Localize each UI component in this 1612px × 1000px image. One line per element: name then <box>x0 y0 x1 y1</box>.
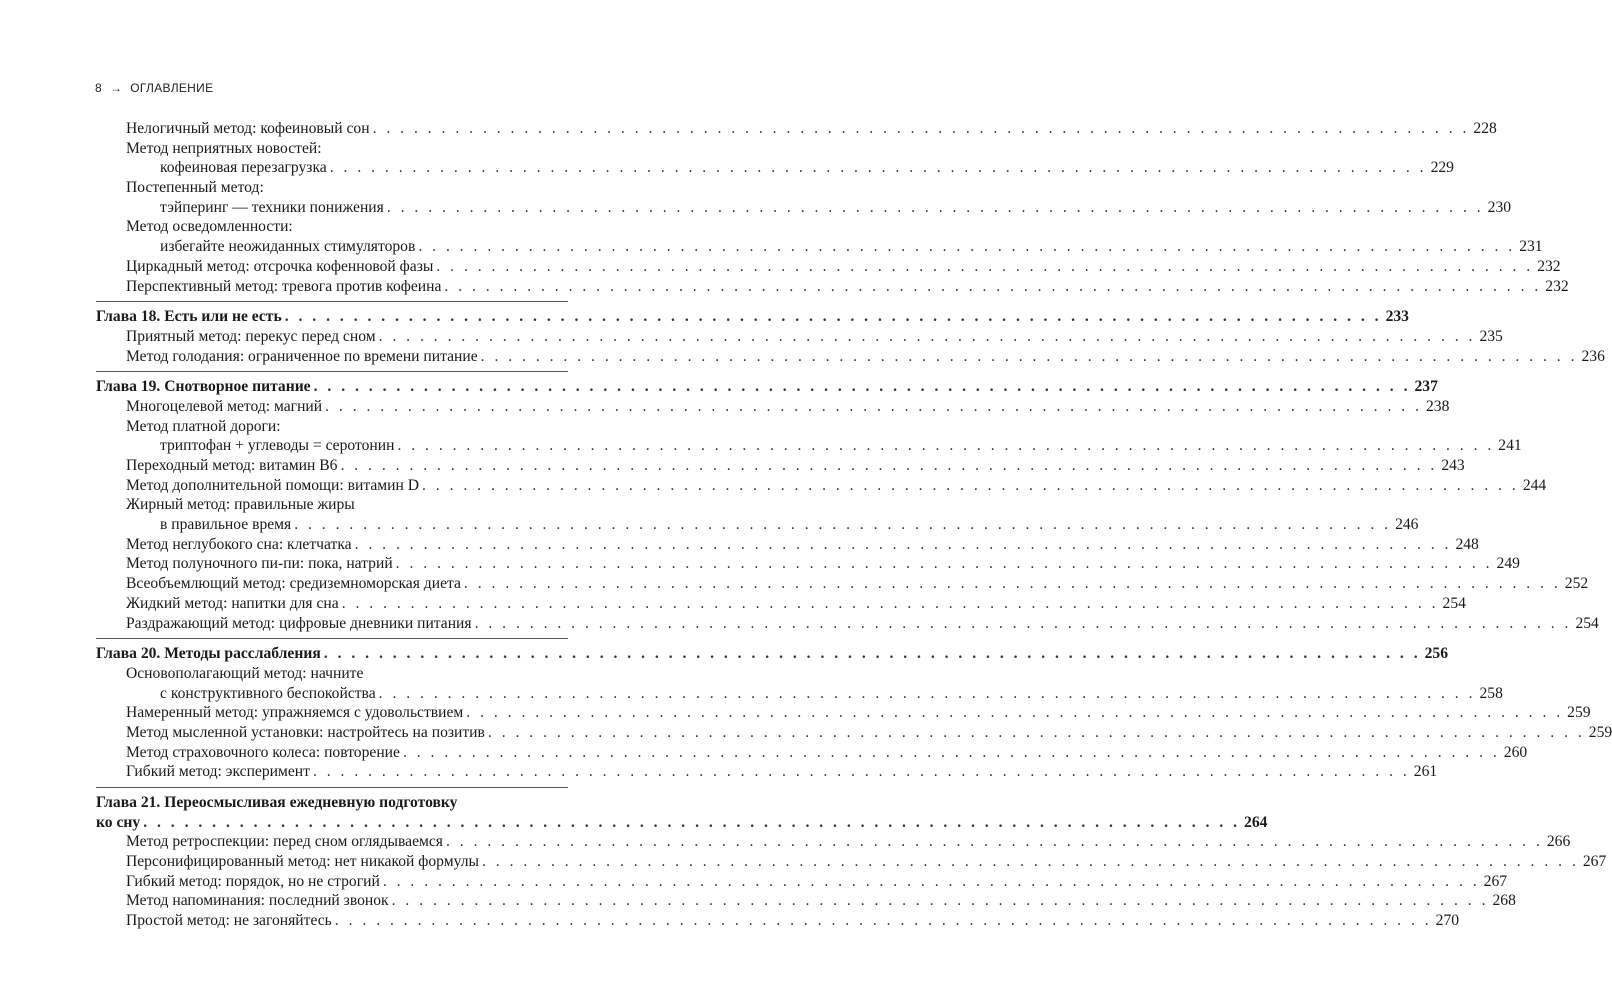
section-divider <box>96 787 568 788</box>
chapter-title: Глава 20. Методы расслабления <box>96 645 321 663</box>
dot-leader: . . . . . . . . . . . . . . . . . . . . . . . . . . . . . . . . . . . . . . . . . . . . . . . . . . . . . . . . . . . . . . . . . . . . . . . . . . . . . . . . <box>143 813 1241 831</box>
entry-title: Нелогичный метод: кофеиновый сон <box>126 120 370 137</box>
toc-entry-line[interactable] <box>96 119 1497 139</box>
page-ref: 232 <box>1545 277 1569 295</box>
page-ref: 231 <box>1519 238 1543 256</box>
section-divider <box>96 301 568 302</box>
toc-entry-line[interactable] <box>96 852 1607 872</box>
dot-leader: . . . . . . . . . . . . . . . . . . . . . . . . . . . . . . . . . . . . . . . . . . . . . . . . . . . . . . . . . . . . . . . . . . . . . . . . . . . . . . . . <box>418 238 1516 256</box>
page-ref: 236 <box>1581 347 1605 365</box>
entry-title: в правильное время <box>160 516 292 534</box>
toc-entry-line[interactable] <box>96 495 568 515</box>
toc-entry-line[interactable] <box>96 911 1460 931</box>
page-ref: 266 <box>1546 833 1571 851</box>
toc-entry-line[interactable] <box>96 217 568 237</box>
page-ref: 230 <box>1487 198 1512 216</box>
entry-title: Метод неприятных новостей: <box>126 139 322 157</box>
dot-leader: . . . . . . . . . . . . . . . . . . . . . . . . . . . . . . . . . . . . . . . . . . . . . . . . . . . . . . . . . . . . . . . . . . . . . . . . . . . . . . . . <box>402 743 1500 761</box>
dot-leader: . . . . . . . . . . . . . . . . . . . . . . . . . . . . . . . . . . . . . . . . . . . . . . . . . . . . . . . . . . . . . . . . . . . . . . . . . . . . . . . . <box>391 892 1489 910</box>
dot-leader: . . . . . . . . . . . . . . . . . . . . . . . . . . . . . . . . . . . . . . . . . . . . . . . . . . . . . . . . . . . . . . . . . . . . . . . . . . . . . . . . <box>474 614 1572 632</box>
dot-leader: . . . . . . . . . . . . . . . . . . . . . . . . . . . . . . . . . . . . . . . . . . . . . . . . . . . . . . . . . . . . . . . . . . . . . . . . . . . . . . . . <box>378 327 1476 345</box>
toc-section <box>96 301 1605 366</box>
dot-leader: . . . . . . . . . . . . . . . . . . . . . . . . . . . . . . . . . . . . . . . . . . . . . . . . . . . . . . . . . . . . . . . . . . . . . . . . . . . . . . . . <box>334 912 1432 930</box>
page-ref: 254 <box>1575 614 1599 632</box>
chapter-title: Глава 18. Есть или не есть <box>96 308 282 326</box>
toc-entry-line[interactable] <box>96 703 1591 723</box>
entry-title: Метод мысленной установки: настройтесь на позитив <box>126 723 485 741</box>
toc-entry-line[interactable] <box>96 139 568 159</box>
page-ref: 256 <box>1424 645 1449 663</box>
dot-leader: . . . . . . . . . . . . . . . . . . . . . . . . . . . . . . . . . . . . . . . . . . . . . . . . . . . . . . . . . . . . . . . . . . . . . . . . . . . . . . . . <box>323 645 1421 663</box>
dot-leader: . . . . . . . . . . . . . . . . . . . . . . . . . . . . . . . . . . . . . . . . . . . . . . . . . . . . . . . . . . . . . . . . . . . . . . . . . . . . . . . . <box>463 575 1561 593</box>
toc-entry-line[interactable] <box>96 158 1454 178</box>
toc-entry-line[interactable] <box>96 237 1543 257</box>
dot-leader: . . . . . . . . . . . . . . . . . . . . . . . . . . . . . . . . . . . . . . . . . . . . . . . . . . . . . . . . . . . . . . . . . . . . . . . . . . . . . . . . <box>312 763 1410 781</box>
page-ref: 233 <box>1385 308 1409 326</box>
dot-leader: . . . . . . . . . . . . . . . . . . . . . . . . . . . . . . . . . . . . . . . . . . . . . . . . . . . . . . . . . . . . . . . . . . . . . . . . . . . . . . . . <box>340 457 1438 474</box>
page-ref: 264 <box>1244 813 1268 831</box>
toc-entry-line[interactable] <box>96 515 1419 535</box>
chapter-title: Глава 21. Переосмысливая ежедневную подготовку <box>96 794 458 811</box>
page-ref: 232 <box>1537 257 1561 275</box>
toc-entry-line[interactable] <box>96 594 1466 614</box>
toc-entry-line[interactable] <box>96 684 1503 704</box>
entry-title: Многоцелевой метод: магний <box>126 397 323 415</box>
page-ref: 260 <box>1503 743 1528 761</box>
page-ref: 229 <box>1430 159 1454 177</box>
page-ref: 237 <box>1414 378 1438 396</box>
entry-title: Жидкий метод: напитки для сна <box>126 594 339 612</box>
page-ref: 244 <box>1522 476 1547 494</box>
toc-entry-line[interactable] <box>96 723 1612 743</box>
entry-title: Метод полуночного пи-пи: пока, натрий <box>126 555 393 573</box>
entry-title: триптофан + углеводы = серотонин <box>160 437 395 455</box>
running-title: ОГЛАВЛЕНИЕ <box>130 81 214 95</box>
entry-title: Метод напоминания: последний звонок <box>126 892 389 910</box>
page-ref: 259 <box>1588 723 1612 741</box>
toc-section <box>96 787 1607 931</box>
page-ref: 268 <box>1492 892 1516 910</box>
dot-leader: . . . . . . . . . . . . . . . . . . . . . . . . . . . . . . . . . . . . . . . . . . . . . . . . . . . . . . . . . . . . . . . . . . . . . . . . . . . . . . . . <box>341 594 1439 612</box>
page-number: 8 <box>95 81 102 95</box>
entry-title: Раздражающий метод: цифровые дневники питания <box>126 614 472 632</box>
entry-title: Намеренный метод: упражняемся с удовольствием <box>126 704 464 722</box>
chapter-title: Глава 19. Снотворное питание <box>96 378 311 396</box>
entry-title: с конструктивного беспокойства <box>160 684 376 702</box>
toc-entry-line[interactable] <box>96 198 1512 218</box>
toc-section <box>96 638 1612 782</box>
entry-title: тэйперинг — техники понижения <box>160 198 384 216</box>
page-ref: 243 <box>1441 457 1465 474</box>
chapter-title: ко сну <box>96 813 141 831</box>
table-of-contents <box>96 119 1612 931</box>
chapter-heading-line[interactable] <box>96 307 1409 327</box>
entry-title: Перспективный метод: тревога против кофеина <box>126 277 442 295</box>
page-ref: 270 <box>1435 912 1460 930</box>
arrow-right-icon: → <box>109 81 123 95</box>
toc-entry-line[interactable] <box>96 614 1599 634</box>
dot-leader: . . . . . . . . . . . . . . . . . . . . . . . . . . . . . . . . . . . . . . . . . . . . . . . . . . . . . . . . . . . . . . . . . . . . . . . . . . . . . . . . <box>325 397 1422 415</box>
page-ref: 246 <box>1395 516 1419 534</box>
toc-entry-line[interactable] <box>96 277 1569 297</box>
entry-title: Метод дополнительной помощи: витамин D <box>126 476 419 494</box>
page-ref: 248 <box>1455 535 1479 553</box>
entry-title: Переходный метод: витамин В6 <box>126 457 338 474</box>
page-ref: 254 <box>1442 594 1466 612</box>
page-ref: 267 <box>1483 872 1508 890</box>
chapter-heading-line[interactable] <box>96 644 1449 664</box>
toc-section <box>96 119 1569 296</box>
toc-entry-line[interactable] <box>96 417 568 437</box>
toc-entry-line[interactable] <box>96 535 1479 555</box>
section-divider <box>96 371 568 372</box>
chapter-heading-line[interactable] <box>96 793 568 813</box>
toc-entry-line[interactable] <box>96 476 1547 496</box>
toc-entry-line[interactable] <box>96 574 1589 594</box>
entry-title: Приятный метод: перекус перед сном <box>126 327 376 345</box>
page-ref: 267 <box>1582 853 1607 871</box>
page-ref: 228 <box>1473 120 1497 137</box>
page-ref: 252 <box>1564 575 1589 593</box>
entry-title: Гибкий метод: порядок, но не строгий <box>126 872 380 890</box>
entry-title: Простой метод: не загоняйтесь <box>126 912 332 930</box>
page-ref: 249 <box>1496 555 1520 573</box>
dot-leader: . . . . . . . . . . . . . . . . . . . . . . . . . . . . . . . . . . . . . . . . . . . . . . . . . . . . . . . . . . . . . . . . . . . . . . . . . . . . . . . . <box>284 308 1382 326</box>
entry-title: Гибкий метод: эксперимент <box>126 763 310 781</box>
toc-entry-line[interactable] <box>96 347 1605 367</box>
dot-leader: . . . . . . . . . . . . . . . . . . . . . . . . . . . . . . . . . . . . . . . . . . . . . . . . . . . . . . . . . . . . . . . . . . . . . . . . . . . . . . . . <box>397 437 1495 455</box>
entry-title: Циркадный метод: отсрочка кофенновой фазы <box>126 257 434 275</box>
dot-leader: . . . . . . . . . . . . . . . . . . . . . . . . . . . . . . . . . . . . . . . . . . . . . . . . . . . . . . . . . . . . . . . . . . . . . . . . . . . . . . . . <box>481 853 1579 871</box>
toc-entry-line[interactable] <box>96 178 568 198</box>
toc-entry-line[interactable] <box>96 554 1520 574</box>
toc-entry-line[interactable] <box>96 872 1508 892</box>
page-ref: 258 <box>1479 684 1503 702</box>
toc-entry-line[interactable] <box>96 762 1438 782</box>
entry-title: избегайте неожиданных стимуляторов <box>160 238 416 256</box>
entry-title: Постепенный метод: <box>126 179 264 197</box>
dot-leader: . . . . . . . . . . . . . . . . . . . . . . . . . . . . . . . . . . . . . . . . . . . . . . . . . . . . . . . . . . . . . . . . . . . . . . . . . . . . . . . . <box>480 347 1578 365</box>
dot-leader: . . . . . . . . . . . . . . . . . . . . . . . . . . . . . . . . . . . . . . . . . . . . . . . . . . . . . . . . . . . . . . . . . . . . . . . . . . . . . . . . <box>395 555 1493 573</box>
dot-leader: . . . . . . . . . . . . . . . . . . . . . . . . . . . . . . . . . . . . . . . . . . . . . . . . . . . . . . . . . . . . . . . . . . . . . . . . . . . . . . . . <box>372 120 1470 137</box>
dot-leader: . . . . . . . . . . . . . . . . . . . . . . . . . . . . . . . . . . . . . . . . . . . . . . . . . . . . . . . . . . . . . . . . . . . . . . . . . . . . . . . . <box>378 684 1476 702</box>
section-divider <box>96 638 568 639</box>
dot-leader: . . . . . . . . . . . . . . . . . . . . . . . . . . . . . . . . . . . . . . . . . . . . . . . . . . . . . . . . . . . . . . . . . . . . . . . . . . . . . . . . <box>386 198 1484 216</box>
page-ref: 261 <box>1413 763 1438 781</box>
chapter-heading-line[interactable] <box>96 377 1438 397</box>
dot-leader: . . . . . . . . . . . . . . . . . . . . . . . . . . . . . . . . . . . . . . . . . . . . . . . . . . . . . . . . . . . . . . . . . . . . . . . . . . . . . . . . <box>445 833 1543 851</box>
dot-leader: . . . . . . . . . . . . . . . . . . . . . . . . . . . . . . . . . . . . . . . . . . . . . . . . . . . . . . . . . . . . . . . . . . . . . . . . . . . . . . . . <box>294 516 1392 534</box>
toc-entry-line[interactable] <box>96 743 1528 763</box>
entry-title: Метод осведомленности: <box>126 218 293 236</box>
entry-title: кофеиновая перезагрузка <box>160 159 327 177</box>
page-ref: 238 <box>1425 397 1450 415</box>
entry-title: Жирный метод: правильные жиры <box>126 496 355 514</box>
entry-title: Персонифицированный метод: нет никакой формулы <box>126 853 479 871</box>
toc-entry-line[interactable] <box>96 891 1516 911</box>
entry-title: Метод ретроспекции: перед сном оглядываемся <box>126 833 443 851</box>
toc-entry-line[interactable] <box>96 456 1465 476</box>
entry-title: Метод платной дороги: <box>126 417 281 435</box>
chapter-heading-line[interactable] <box>96 813 1268 833</box>
toc-section <box>96 371 1599 633</box>
page-ref: 241 <box>1498 437 1522 455</box>
entry-title: Метод неглубокого сна: клетчатка <box>126 535 352 553</box>
dot-leader: . . . . . . . . . . . . . . . . . . . . . . . . . . . . . . . . . . . . . . . . . . . . . . . . . . . . . . . . . . . . . . . . . . . . . . . . . . . . . . . . <box>382 872 1480 890</box>
entry-title: Основополагающий метод: начните <box>126 664 364 682</box>
page-ref: 259 <box>1567 704 1591 722</box>
entry-title: Метод страховочного колеса: повторение <box>126 743 400 761</box>
dot-leader: . . . . . . . . . . . . . . . . . . . . . . . . . . . . . . . . . . . . . . . . . . . . . . . . . . . . . . . . . . . . . . . . . . . . . . . . . . . . . . . . <box>487 723 1585 741</box>
dot-leader: . . . . . . . . . . . . . . . . . . . . . . . . . . . . . . . . . . . . . . . . . . . . . . . . . . . . . . . . . . . . . . . . . . . . . . . . . . . . . . . . <box>313 378 1411 396</box>
toc-entry-line[interactable] <box>96 832 1571 852</box>
page-ref: 235 <box>1479 327 1503 345</box>
toc-entry-line[interactable] <box>96 664 568 684</box>
toc-entry-line[interactable] <box>96 257 1561 277</box>
running-head <box>95 81 213 95</box>
entry-title: Всеобъемлющий метод: средиземноморская диета <box>126 575 461 593</box>
dot-leader: . . . . . . . . . . . . . . . . . . . . . . . . . . . . . . . . . . . . . . . . . . . . . . . . . . . . . . . . . . . . . . . . . . . . . . . . . . . . . . . . <box>444 277 1542 295</box>
entry-title: Метод голодания: ограниченное по времени питание <box>126 347 478 365</box>
toc-entry-line[interactable] <box>96 327 1503 347</box>
dot-leader: . . . . . . . . . . . . . . . . . . . . . . . . . . . . . . . . . . . . . . . . . . . . . . . . . . . . . . . . . . . . . . . . . . . . . . . . . . . . . . . . <box>421 476 1519 494</box>
toc-entry-line[interactable] <box>96 436 1522 456</box>
dot-leader: . . . . . . . . . . . . . . . . . . . . . . . . . . . . . . . . . . . . . . . . . . . . . . . . . . . . . . . . . . . . . . . . . . . . . . . . . . . . . . . . <box>354 535 1452 553</box>
dot-leader: . . . . . . . . . . . . . . . . . . . . . . . . . . . . . . . . . . . . . . . . . . . . . . . . . . . . . . . . . . . . . . . . . . . . . . . . . . . . . . . . <box>436 257 1534 275</box>
toc-entry-line[interactable] <box>96 397 1450 417</box>
dot-leader: . . . . . . . . . . . . . . . . . . . . . . . . . . . . . . . . . . . . . . . . . . . . . . . . . . . . . . . . . . . . . . . . . . . . . . . . . . . . . . . . <box>466 704 1564 722</box>
dot-leader: . . . . . . . . . . . . . . . . . . . . . . . . . . . . . . . . . . . . . . . . . . . . . . . . . . . . . . . . . . . . . . . . . . . . . . . . . . . . . . . . <box>329 159 1427 177</box>
